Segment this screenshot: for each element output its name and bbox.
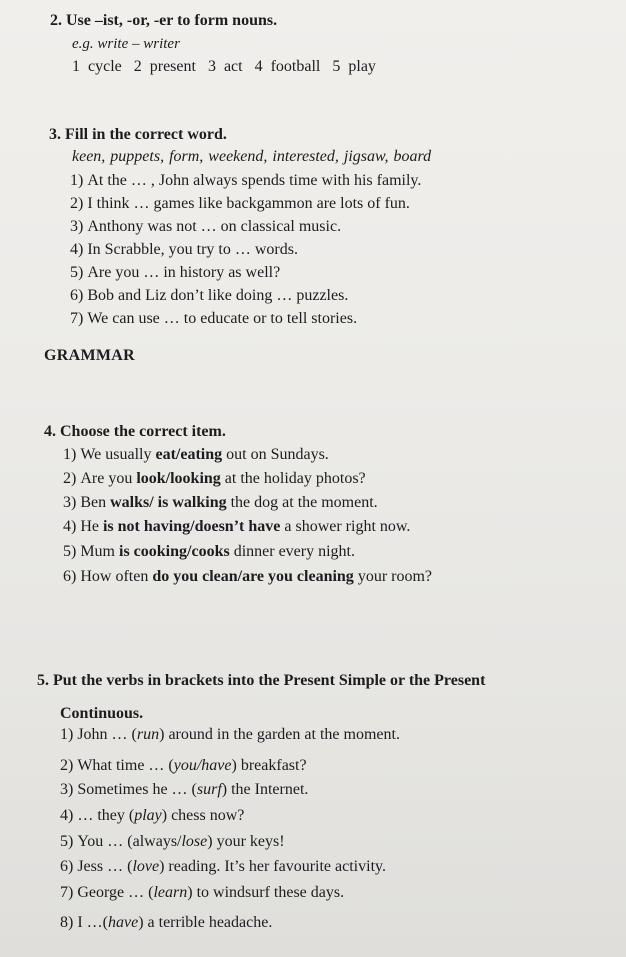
item-number: 8) <box>60 914 74 931</box>
item-text: the dog at the moment. <box>226 494 378 511</box>
ex2-example: e.g. write – writer <box>72 36 180 52</box>
list-item <box>63 493 378 513</box>
item-number: 2) <box>70 195 84 212</box>
list-item <box>63 469 366 489</box>
list-item <box>60 756 307 776</box>
choice-text: do you clean/are you cleaning <box>152 568 354 585</box>
item-number: 6) <box>60 858 74 875</box>
item-text: Are you <box>80 470 137 487</box>
item-text: ) a terrible headache. <box>138 914 273 931</box>
ex3-word-box: keen, puppets, form, weekend, interested, jigsaw, board <box>72 148 432 165</box>
item-text: out on Sundays. <box>222 446 329 463</box>
list-item <box>70 240 298 260</box>
item-number: 1) <box>70 172 84 189</box>
item-number: 2) <box>60 757 74 774</box>
ex2-items: 1 cycle 2 present 3 act 4 football 5 play <box>72 58 376 75</box>
verb-text: you/have <box>173 757 232 774</box>
item-text: ) reading. It’s her favourite activity. <box>159 858 386 875</box>
section-title: GRAMMAR <box>44 347 135 364</box>
item-text: At the … , John always spends time with his family. <box>87 172 422 189</box>
list-item <box>60 725 400 745</box>
list-item <box>60 883 344 903</box>
item-text: Are you … in history as well? <box>87 264 281 281</box>
list-item <box>60 806 244 826</box>
ex5-heading-continued: Continuous. <box>60 705 144 722</box>
item-text: Ben <box>80 494 111 511</box>
item-number: 5) <box>60 833 74 850</box>
item-number: 1) <box>63 446 77 463</box>
ex5-heading: 5. Put the verbs in brackets into the Present Simple or the Present <box>37 672 486 689</box>
item-text: I think … games like backgammon are lots of fun. <box>87 195 410 212</box>
item-text: How often <box>80 568 153 585</box>
item-number: 3) <box>60 781 74 798</box>
list-item <box>63 567 432 587</box>
item-text: In Scrabble, you try to … words. <box>87 241 298 258</box>
item-number: 4) <box>63 518 77 535</box>
choice-text: look/looking <box>136 470 221 487</box>
item-number: 3) <box>63 494 77 511</box>
ex4-heading: 4. Choose the correct item. <box>44 423 226 440</box>
ex2-heading: 2. Use –ist, -or, -er to form nouns. <box>50 12 278 29</box>
list-item <box>70 263 280 283</box>
item-text: dinner every night. <box>229 543 355 560</box>
choice-text: is not having/doesn’t have <box>102 518 281 535</box>
item-number: 3) <box>70 218 84 235</box>
item-number: 1) <box>60 726 74 743</box>
ex3-heading: 3. Fill in the correct word. <box>49 126 227 143</box>
list-item <box>60 857 386 877</box>
item-number: 7) <box>70 310 84 327</box>
list-item <box>60 780 308 800</box>
list-item <box>70 171 421 191</box>
item-number: 4) <box>70 241 84 258</box>
item-text: … they ( <box>77 807 135 824</box>
item-text: ) breakfast? <box>231 757 307 774</box>
list-item <box>63 542 355 562</box>
item-text: He <box>80 518 103 535</box>
list-item <box>60 913 272 933</box>
item-number: 5) <box>63 543 77 560</box>
choice-text: walks/ is walking <box>110 494 227 511</box>
item-text: ) to windsurf these days. <box>187 884 345 901</box>
item-number: 4) <box>60 807 74 824</box>
item-text: You … (always/ <box>77 833 182 850</box>
item-text: ) your keys! <box>207 833 285 850</box>
item-number: 2) <box>63 470 77 487</box>
item-text: What time … ( <box>77 757 174 774</box>
item-text: a shower right now. <box>280 518 411 535</box>
list-item <box>63 445 329 465</box>
verb-text: surf <box>196 781 222 798</box>
item-number: 6) <box>63 568 77 585</box>
verb-text: run <box>136 726 160 743</box>
item-text: your room? <box>353 568 433 585</box>
verb-text: learn <box>153 884 188 901</box>
list-item <box>70 217 341 237</box>
list-item <box>60 832 285 852</box>
item-text: ) the Internet. <box>221 781 309 798</box>
list-item <box>70 309 357 329</box>
choice-text: is cooking/cooks <box>119 543 230 560</box>
item-text: John … ( <box>77 726 137 743</box>
item-text: We can use … to educate or to tell stories. <box>87 310 358 327</box>
item-number: 6) <box>70 287 84 304</box>
verb-text: lose <box>181 833 208 850</box>
item-text: Jess … ( <box>77 858 133 875</box>
verb-text: love <box>132 858 160 875</box>
item-text: Mum <box>80 543 119 560</box>
item-text: at the holiday photos? <box>220 470 366 487</box>
list-item <box>63 517 410 537</box>
item-text: ) chess now? <box>161 807 245 824</box>
item-text: ) around in the garden at the moment. <box>159 726 400 743</box>
item-text: George … ( <box>77 884 154 901</box>
item-text: I …( <box>77 914 108 931</box>
list-item <box>70 286 348 306</box>
verb-text: play <box>134 807 162 824</box>
item-text: Anthony was not … on classical music. <box>87 218 342 235</box>
list-item <box>70 194 410 214</box>
verb-text: have <box>107 914 139 931</box>
item-text: Bob and Liz don’t like doing … puzzles. <box>87 287 349 304</box>
item-text: Sometimes he … ( <box>77 781 197 798</box>
item-text: We usually <box>80 446 156 463</box>
item-number: 7) <box>60 884 74 901</box>
item-number: 5) <box>70 264 84 281</box>
choice-text: eat/eating <box>155 446 223 463</box>
